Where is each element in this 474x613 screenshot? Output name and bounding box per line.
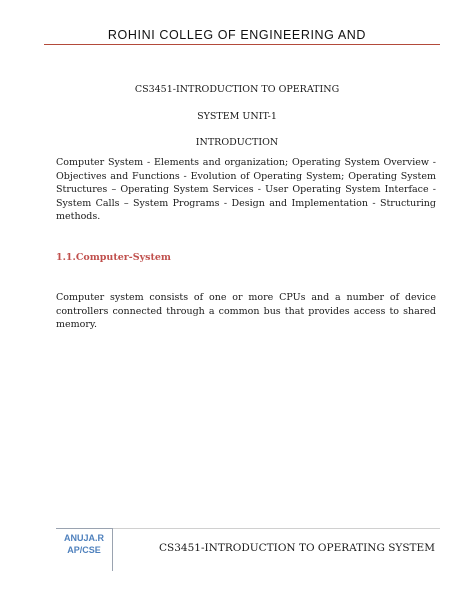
page-header-college: ROHINI COLLEG OF ENGINEERING AND (107, 28, 367, 42)
unit-title: SYSTEM UNIT-1 (197, 111, 277, 122)
course-title: CS3451-INTRODUCTION TO OPERATING (134, 84, 340, 95)
introduction-heading: INTRODUCTION (195, 137, 279, 148)
section-paragraph: Computer system consists of one or more CPUs and a number of device controllers connected through a common bus that provides access to shared memory. (56, 292, 436, 331)
header-divider (44, 44, 440, 45)
page-footer (0, 526, 474, 606)
footer-author (56, 532, 112, 556)
intro-paragraph: Computer System - Elements and organization; Operating System Overview - Objectives and Functions - Evolution of Operating System; Operating System Structures – Operating System Services - User Operating System Interface - System Calls – System Programs - Design and Implementation - Structuring methods. (56, 157, 436, 223)
footer-course-title: CS3451-INTRODUCTION TO OPERATING SYSTEM (159, 542, 435, 554)
footer-author-role: AP/CSE (67, 545, 101, 555)
footer-divider (112, 528, 440, 529)
footer-author-name: ANUJA.R (63, 533, 104, 543)
section-heading: 1.1.Computer-System (56, 252, 171, 263)
